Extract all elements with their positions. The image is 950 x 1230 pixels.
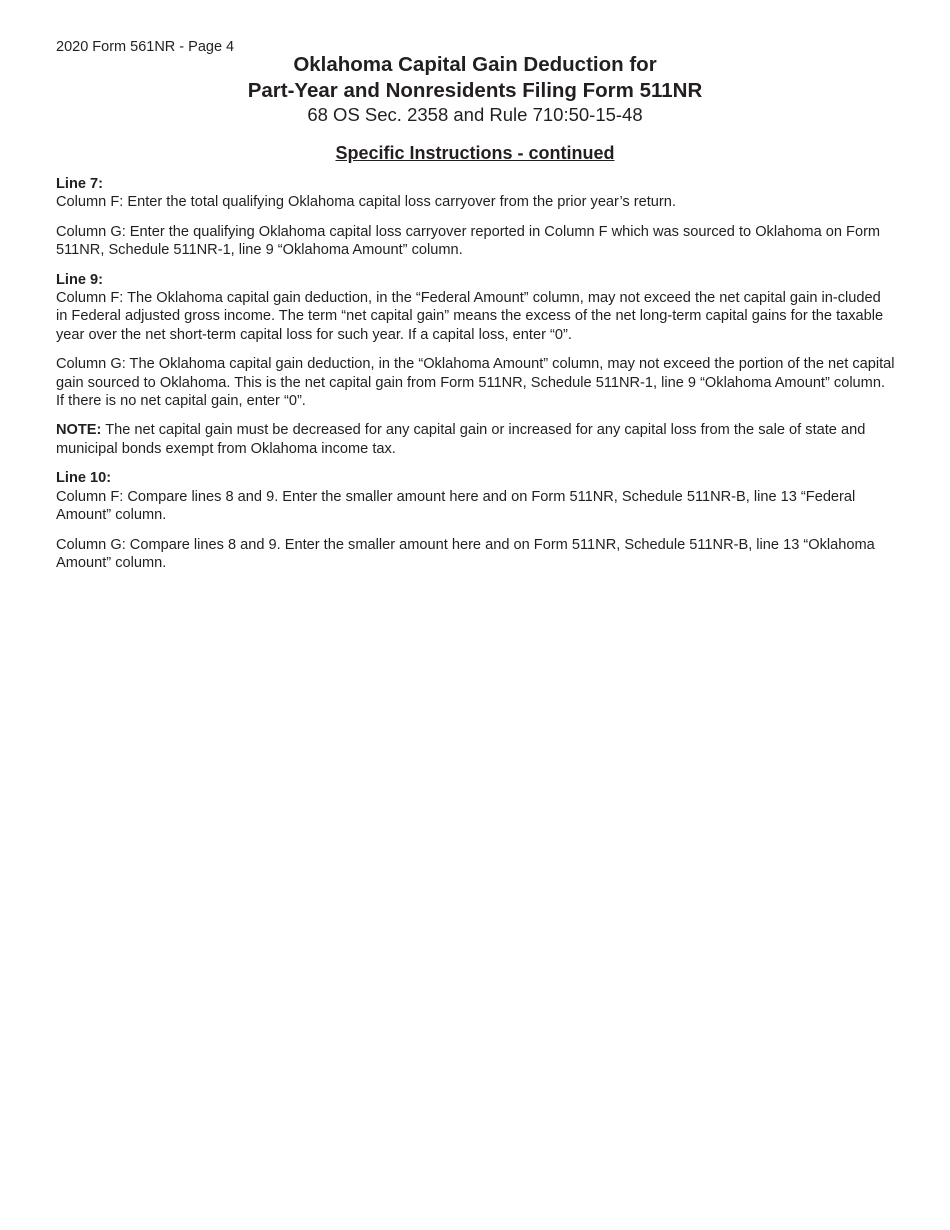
- line-10-section: [56, 469, 896, 572]
- line-10-column-f: Column F: Compare lines 8 and 9. Enter the smaller amount here and on Form 511NR, Schedule 511NR-B, line 13 “Federal Amount” column.: [56, 488, 856, 524]
- form-title-line-2: Part-Year and Nonresidents Filing Form 511NR: [247, 79, 703, 102]
- page-label: 2020 Form 561NR - Page 4: [56, 39, 235, 55]
- line-9-label: Line 9:: [56, 271, 104, 288]
- line-10-label: Line 10:: [56, 470, 112, 487]
- line-9-column-f: Column F: The Oklahoma capital gain deduction, in the “Federal Amount” column, may not exceed the net capital gain in-cluded in Federal adjusted gross income. The term “net capital gain” means the excess of the net long-term capital gains for the taxable year over the net short-term capital loss for such year. If a capital loss, enter “0”.: [56, 290, 884, 343]
- line-7-section: [56, 175, 896, 260]
- line-7-column-f: Column F: Enter the total qualifying Oklahoma capital loss carryover from the prior year’s return.: [56, 194, 676, 211]
- title-block: [0, 52, 950, 126]
- instructions-content: [56, 175, 896, 583]
- line-7-label: Line 7:: [56, 176, 104, 192]
- note-label: NOTE:: [56, 422, 102, 439]
- note-text: The net capital gain must be decreased for any capital gain or increased for any capital loss from the sale of state and municipal bonds exempt from Oklahoma income tax.: [56, 422, 866, 457]
- line-9-section: [56, 271, 896, 459]
- line-9-note: [56, 421, 896, 458]
- section-heading: Specific Instructions - continued: [335, 143, 615, 163]
- line-10-column-g: Column G: Compare lines 8 and 9. Enter the smaller amount here and on Form 511NR, Schedule 511NR-B, line 13 “Oklahoma Amount” column.: [56, 536, 875, 571]
- line-7-column-g: Column G: Enter the qualifying Oklahoma capital loss carryover reported in Column F which was sourced to Oklahoma on Form 511NR, Schedule 511NR-1, line 9 “Oklahoma Amount” column.: [56, 223, 881, 259]
- line-9-column-g: Column G: The Oklahoma capital gain deduction, in the “Oklahoma Amount” column, may not exceed the portion of the net capital gain sourced to Oklahoma. This is the net capital gain from Form 511NR, Schedule 511NR-1, line 9 “Oklahoma Amount” column. If there is no net capital gain, enter “0”.: [56, 356, 895, 410]
- statute-reference: 68 OS Sec. 2358 and Rule 710:50-15-48: [307, 104, 643, 125]
- form-title-line-1: Oklahoma Capital Gain Deduction for: [293, 53, 657, 76]
